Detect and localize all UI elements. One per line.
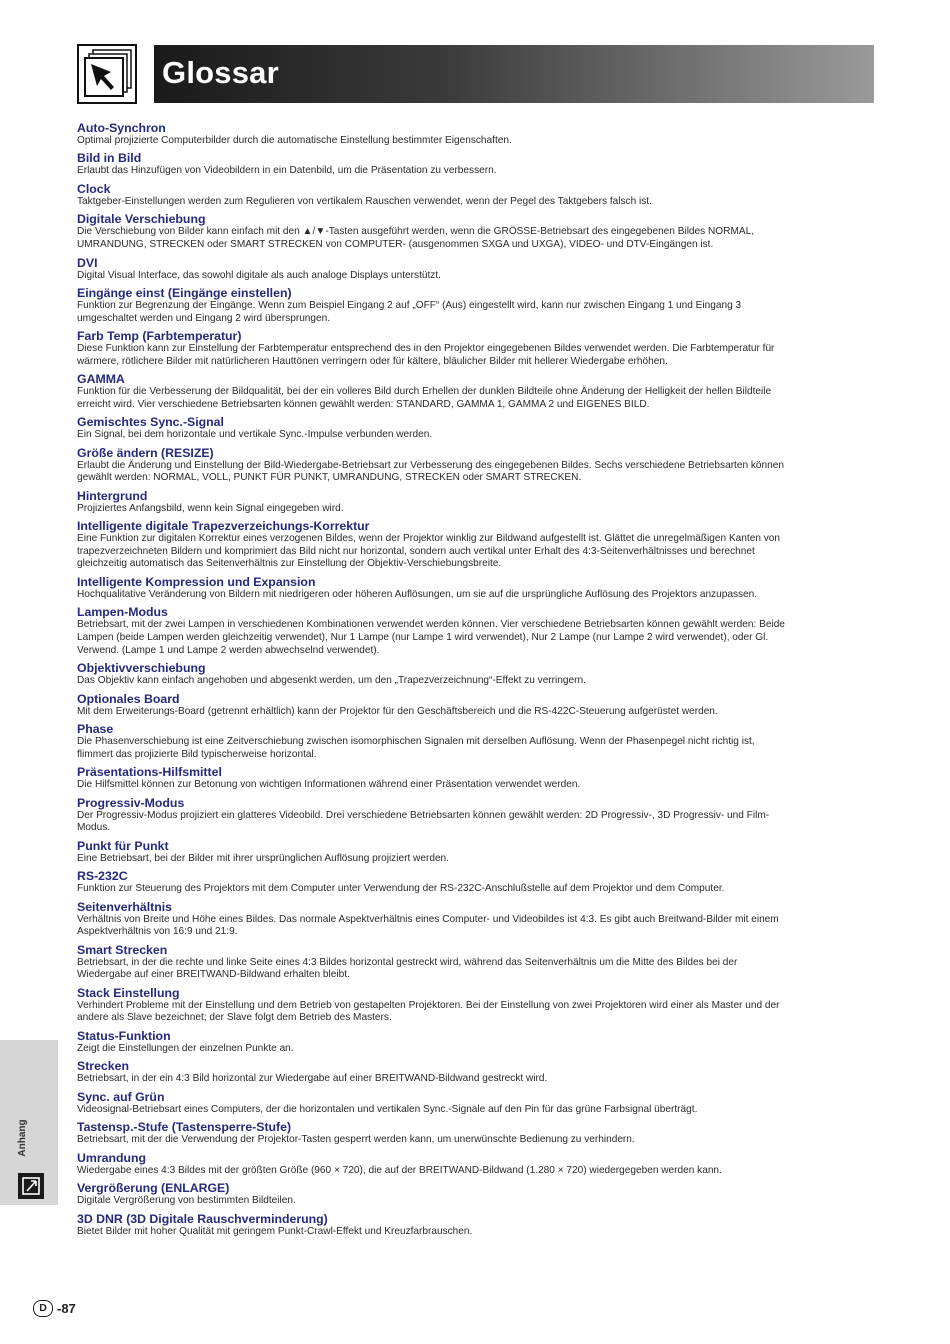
glossary-entry [77,1181,873,1208]
glossary-entry [77,1212,873,1239]
glossary-entry [77,182,873,209]
glossary-term: Lampen-Modus [77,605,168,620]
glossary-definition: Betriebsart, in der die rechte und linke Seite eines 4:3 Bildes horizontal gestreckt wird, während das Seitenverhältnis um die Mitte des Bildes bei der Wiedergabe auf einer BREITWAND-Bildwand erhalten bleibt. [77,956,738,981]
glossary-entry [77,765,873,792]
glossary-term: Sync. auf Grün [77,1089,165,1104]
glossary-definition: Optimal projizierte Computerbilder durch die automatische Einstellung bestimmter Eigenschaften. [77,135,512,146]
glossary-term: Smart Strecken [77,942,168,957]
glossary-definition: Funktion zur Begrenzung der Eingänge. Wenn zum Beispiel Eingang 2 auf „OFF“ (Aus) eingestellt wird, kann nur zwischen Eingang 1 und Eingang 3 umgeschaltet werden und Eingang 2 wird übersprungen. [77,300,742,324]
glossary-entry [77,519,873,571]
glossary-entry [77,796,873,835]
glossary-term: Hintergrund [77,488,148,503]
glossary-definition: Eine Betriebsart, bei der Bilder mit ihrer ursprünglichen Auflösung projiziert werden. [77,852,449,864]
glossary-entry [77,661,873,688]
glossary-term: DVI [77,255,98,270]
glossary-entry [77,415,873,442]
glossary-entry [77,605,873,657]
page-number [33,1300,76,1317]
glossary-entry [77,943,873,982]
glossary-definition: Zeigt die Einstellungen der einzelnen Punkte an. [77,1042,294,1054]
side-tab-label: Anhang [17,1119,28,1157]
glossary-definition: Die Verschiebung von Bilder kann einfach mit den ▲/▼-Tasten ausgeführt werden, wenn die GRÖSSE-Betriebsart des eingegebenen Bildes NORMAL, UMRANDUNG, STRECKEN oder SMART STRECKEN von COMPUTER- (ausgenommen SXGA und UXGA), VIDEO- und DTV-Eingängen ist. [77,226,754,251]
glossary-entry [77,869,873,896]
side-tab-appendix [0,1040,58,1205]
glossary-entry [77,575,873,602]
glossary-entry [77,446,873,485]
glossary-list [77,121,873,1238]
glossary-term: Phase [77,722,114,737]
glossary-definition: Die Phasenverschiebung ist eine Zeitverschiebung zwischen isomorphischen Signalen mit derselben Auflösung. Wenn der Phasenpegel nicht richtig ist, flimmert das projizierte Bild typischerweise horizontal. [77,736,755,760]
glossary-definition: Projiziertes Anfangsbild, wenn kein Signal eingegeben wird. [77,502,344,514]
glossary-term: Clock [77,181,111,196]
glossary-definition: Erlaubt das Hinzufügen von Videobildern in ein Datenbild, um die Präsentation zu verbessern. [77,165,497,177]
glossary-entry [77,1029,873,1056]
page-title: Glossar [162,55,279,90]
glossary-term: Seitenverhältnis [77,899,172,914]
glossary-entry [77,329,873,368]
page-number-text: -87 [57,1301,76,1316]
glossary-term: Intelligente digitale Trapezverzeichungs-Korrektur [77,519,370,534]
glossary-entry [77,372,873,411]
glossary-term: Bild in Bild [77,151,142,166]
glossary-term: Objektivverschiebung [77,661,206,676]
glossary-definition: Funktion für die Verbesserung der Bildqualität, bei der ein volleres Bild durch Erhellen der dunklen Bildteile ohne Änderung der Helligkeit der hellen Bildteile erreicht wird. Vier verschiedene Betriebsarten können gewählt werden: STANDARD, GAMMA 1, GAMMA 2 und EIGENES BILD. [77,386,772,410]
glossary-definition: Funktion zur Steuerung des Projektors mit dem Computer unter Verwendung der RS-232C-Anschlußstelle auf dem Projektor und dem Computer. [77,883,725,895]
glossary-entry [77,151,873,178]
glossary-term: Strecken [77,1059,129,1074]
glossary-definition: Wiedergabe eines 4:3 Bildes mit der größten Größe (960 × 720), die auf der BREITWAND-Bildwand (1.280 × 720) wiedergegeben werden kann. [77,1164,722,1176]
glossary-definition: Taktgeber-Einstellungen werden zum Regulieren von vertikalem Rauschen verwendet, wenn der Pegel des Taktgebers falsch ist. [77,195,652,207]
glossary-entry [77,900,873,939]
glossary-entry [77,986,873,1025]
glossary-definition: Betriebsart, mit der zwei Lampen in verschiedenen Kombinationen verwendet werden können. Vier verschiedene Betriebsarten können gewählt werden: Beide Lampen (beide Lampen werden gleichzeitig verwendet), Nur 1 Lampe (nur Lampe 1 wird verwendet), Nur 2 Lampe (nur Lampe 2 wird verwendet), oder Gl. Verwend. (Lampe 1 und Lampe 2 werden abwechselnd verwendet). [77,619,785,656]
glossary-definition: Eine Funktion zur digitalen Korrektur eines verzogenen Bildes, wenn der Projektor winklig zur Bildwand aufgestellt ist. Glättet die unregelmäßigen Kanten von trapezverzeichneten Bildern und komprimiert das Bild nicht nur horizontal, sondern auch vertikal unter Erhalt des 4:3-Seitenverhältnisses und berechnet gleichzeitig automatisch das Seitenverhältnis zur Einstellung der Objektiv-Verschiebungsbreite. [77,533,781,570]
glossary-term: Auto-Synchron [77,121,166,135]
appendix-icon [18,1173,44,1199]
glossary-term: RS-232C [77,869,128,884]
glossary-term: Progressiv-Modus [77,795,185,810]
glossary-entry [77,692,873,719]
glossary-definition: Diese Funktion kann zur Einstellung der Farbtemperatur entsprechend des in den Projektor eingegebenen Bildes verwendet werden. Die Farbtemperatur für wärmere, rötlichere Bilder mit natürlicheren Hauttönen verringern oder für kältere, bläulicher Bilder mit hellerer Wiedergabe erhöhen. [77,343,775,367]
glossary-term: Digitale Verschiebung [77,212,206,227]
glossary-definition: Verhältnis von Breite und Höhe eines Bildes. Das normale Aspektverhältnis eines Computer- und Videobildes ist 4:3. Es gibt auch Breitwand-Bilder mit einem Aspektverhältnis von 16:9 und 21:9. [77,913,779,938]
glossary-entry [77,286,873,325]
glossary-term: Gemischtes Sync.-Signal [77,415,224,430]
glossary-section-icon [77,44,137,104]
glossary-definition: Videosignal-Betriebsart eines Computers, der die horizontalen und vertikalen Sync.-Signale auf den Pin für das grüne Farbsignal überträgt. [77,1103,698,1115]
glossary-term: Punkt für Punkt [77,838,169,853]
glossary-term: Vergrößerung (ENLARGE) [77,1181,230,1196]
glossary-entry [77,121,873,148]
glossary-entry [77,256,873,283]
glossary-definition: Die Hilfsmittel können zur Betonung von wichtigen Informationen während einer Präsentation verwendet werden. [77,779,581,791]
glossary-definition: Mit dem Erweiterungs-Board (getrennt erhältlich) kann der Projektor für den Geschäftsbereich und die RS-422C-Steuerung aufgerüstet werden. [77,705,718,717]
glossary-definition: Verhindert Probleme mit der Einstellung und dem Betrieb von gestapelten Projektoren. Bei der Einstellung von zwei Projektoren wird einer als Master und der andere als Slave bezeichnet; der Slave folgt dem Betrieb des Masters. [77,999,780,1024]
glossary-term: GAMMA [77,372,125,387]
glossary-term: Umrandung [77,1150,146,1165]
glossary-entry [77,1120,873,1147]
glossary-term: Stack Einstellung [77,985,180,1000]
title-bar [154,45,874,103]
glossary-definition: Ein Signal, bei dem horizontale und vertikale Sync.-Impulse verbunden werden. [77,429,433,441]
glossary-term: Eingänge einst (Eingänge einstellen) [77,286,292,301]
glossary-entry [77,839,873,866]
glossary-definition: Bietet Bilder mit hoher Qualität mit geringem Punkt-Crawl-Effekt und Kreuzfarbrauschen. [77,1225,473,1237]
glossary-term: Größe ändern (RESIZE) [77,445,214,460]
glossary-definition: Betriebsart, in der ein 4:3 Bild horizontal zur Wiedergabe auf einer BREITWAND-Bildwand gestreckt wird. [77,1073,548,1085]
glossary-entry [77,212,873,251]
glossary-entry [77,722,873,761]
glossary-term: Status-Funktion [77,1028,171,1043]
glossary-entry [77,1090,873,1117]
glossary-entry [77,1151,873,1178]
glossary-definition: Erlaubt die Änderung und Einstellung der Bild-Wiedergabe-Betriebsart zur Verbesserung des eingegebenen Bildes. Sechs verschiedene Betriebsarten können gewählt werden: NORMAL, VOLL, PUNKT FÜR PUNKT, UMRANDUNG, STRECKEN oder SMART STRECKEN. [77,459,785,484]
glossary-term: 3D DNR (3D Digitale Rauschverminderung) [77,1211,328,1226]
language-badge: D [33,1300,53,1317]
glossary-definition: Digital Visual Interface, das sowohl digitale als auch analoge Displays unterstützt. [77,269,441,281]
glossary-term: Intelligente Kompression und Expansion [77,574,316,589]
glossary-term: Tastensp.-Stufe (Tastensperre-Stufe) [77,1120,292,1135]
glossary-definition: Hochqualitative Veränderung von Bildern mit niedrigeren oder höheren Auflösungen, um sie auf die ursprüngliche Auflösung des Projektors anzupassen. [77,588,758,600]
glossary-term: Farb Temp (Farbtemperatur) [77,329,242,344]
glossary-definition: Betriebsart, mit der die Verwendung der Projektor-Tasten gesperrt werden kann, um unerwünschte Bedienung zu verhindern. [77,1134,635,1146]
glossary-term: Präsentations-Hilfsmittel [77,765,222,780]
glossary-definition: Das Objektiv kann einfach angehoben und abgesenkt werden, um den „Trapezverzeichnung“-Effekt zu verringern. [77,675,586,687]
glossary-definition: Digitale Vergrößerung von bestimmten Bildteilen. [77,1195,296,1207]
glossary-entry [77,489,873,516]
glossary-entry [77,1059,873,1086]
glossary-term: Optionales Board [77,691,180,706]
glossary-definition: Der Progressiv-Modus projiziert ein glatteres Videobild. Drei verschiedene Betriebsarten können gewählt werden: 2D Progressiv-, 3D Progressiv- und Film- Modus. [77,809,770,834]
